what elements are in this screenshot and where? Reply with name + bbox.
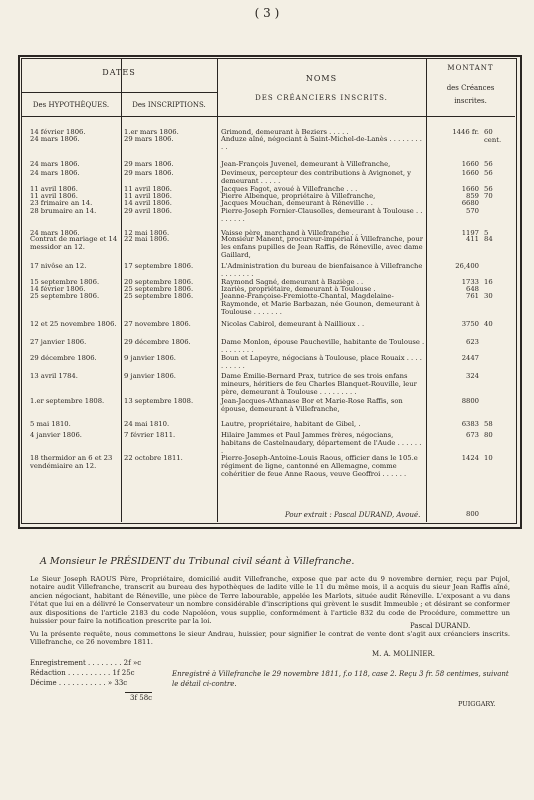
inscription-date: 29 décembre 1806. xyxy=(124,338,191,346)
creditor-name: Jacques Fagot, avoué à Villefranche . . . xyxy=(221,185,358,193)
column-divider xyxy=(217,58,218,522)
creditor-name: Vaisse père, marchand à Villefranche . . . xyxy=(221,229,363,237)
inscription-date: 29 mars 1806. xyxy=(124,160,174,168)
inscription-date: 25 septembre 1806. xyxy=(124,292,194,300)
creditor-name: Izariès, propriétaire, demeurant à Toulouse . xyxy=(221,285,376,293)
creditor-name: Raymond Sagné, demeurant à Baziège . . xyxy=(221,278,364,286)
amount-francs: 324 xyxy=(466,372,479,380)
page-number: ( 3 ) xyxy=(254,6,280,20)
creditor-name: L'Administration du bureau de bienfaisance à Villefranche . . . . . . . . xyxy=(221,262,423,278)
amount-cents: 56 xyxy=(484,160,493,168)
column-divider xyxy=(426,58,427,522)
creditor-name: Jean-François Juvenel, demeurant à Villefranche, xyxy=(221,160,391,168)
creditor-name: Dame Monlon, épouse Paucheville, habitante de Toulouse . . . . . . . . . xyxy=(221,338,425,354)
order-paragraph: Vu la présente requête, nous commettons le sieur Andrau, huissier, pour signifier le contrat de vente dont s'agit aux créanciers inscrits. Villefranche, ce 26 novembre 1811. xyxy=(30,630,510,647)
petition-signature: Pascal DURAND. xyxy=(410,622,471,630)
inscription-date: 29 mars 1806. xyxy=(124,135,174,143)
amount-cents: 56 xyxy=(484,169,493,177)
amount-cents: 80 xyxy=(484,431,493,439)
amount-francs: 6383 xyxy=(461,420,479,428)
inscription-date: 11 avril 1806. xyxy=(124,192,172,200)
inscription-date: 7 février 1811. xyxy=(124,431,176,439)
inscription-date: 9 janvier 1806. xyxy=(124,354,176,362)
creditor-name: Pierre-Joseph Fornier-Clausolles, demeurant à Toulouse . . . . . . . . xyxy=(221,207,423,223)
amount-cents: 30 xyxy=(484,292,493,300)
inscription-date: 29 avril 1806. xyxy=(124,207,172,215)
hypotheque-date: 23 frimaire an 14. xyxy=(30,199,93,207)
creditor-name: Jean-Jacques-Athanase Bor et Marie-Rose Raffis, son épouse, demeurant à Villefranche, xyxy=(221,397,403,413)
montant-subheader-2: inscrites. xyxy=(454,97,487,105)
fee-line: Décime . . . . . . . . . . . » 33c xyxy=(30,679,128,687)
amount-cents: 10 xyxy=(484,454,493,462)
hypotheque-date: 18 thermidor an 6 et 23 vendémiaire an 12. xyxy=(30,454,113,470)
hypotheque-date: 14 février 1806. xyxy=(30,285,86,293)
inscriptions-header: Des INSCRIPTIONS. xyxy=(132,101,206,109)
header-bottom-line xyxy=(21,116,515,117)
amount-francs: 623 xyxy=(466,338,479,346)
amount-francs: 800 xyxy=(466,510,479,518)
registration-note: Enregistré à Villefranche le 29 novembre 1811, f.o 118, case 2. Reçu 3 fr. 58 centimes, suivant le détail ci-contre. xyxy=(172,670,509,688)
petition-body: Le Sieur Joseph RAOUS Père, Propriétaire, domicilié audit Villefranche, expose que par acte du 9 novembre dernier, reçu par Pujol, notaire audit Villefranche, transcrit au bureau des hypothèques de ladite ville le 11 du même mois, il a acquis du sieur Jean Raffis aîné, ancien négociant, habitant de Réneville, une pièce de Terre labourable, appelée les Marlots, située audit Réneville. L'exposant a vu dans l'état que lui en a délivré le Conservateur un nombre considérable d'inscriptions qui grèvent le susdit Immeuble ; et désirant se conformer aux dispositions de l'article 2183 du code Napoléon, vous supplie, conformément à l'article 832 du code de Procédure, commettre un huissier pour faire la notification prescrite par la loi. xyxy=(30,575,510,626)
dates-header: DATES xyxy=(102,68,136,77)
montant-header: MONTANT xyxy=(447,64,494,72)
amount-cents: 40 xyxy=(484,320,493,328)
dates-subheader-line xyxy=(21,92,217,93)
fee-line: Rédaction . . . . . . . . . . 1f 25c xyxy=(30,669,135,677)
amount-francs: 1660 xyxy=(461,160,479,168)
hypotheque-date: 24 mars 1806. xyxy=(30,169,80,177)
hypotheque-date: 29 décembre 1806. xyxy=(30,354,97,362)
amount-francs: 26,400 xyxy=(455,262,479,270)
hypotheque-date: 11 avril 1806. xyxy=(30,192,78,200)
amount-francs: 1660 xyxy=(461,185,479,193)
amount-francs: 673 xyxy=(466,431,479,439)
amount-cents: 60 cent. xyxy=(484,128,502,144)
creditor-name: Grimond, demeurant à Beziers . . . . . xyxy=(221,128,349,136)
inscription-date: 22 mai 1806. xyxy=(124,235,170,243)
hypotheque-date: 27 janvier 1806. xyxy=(30,338,87,346)
amount-francs: 2447 xyxy=(461,354,479,362)
inscription-date: 9 janvier 1806. xyxy=(124,372,176,380)
inscription-date: 13 septembre 1808. xyxy=(124,397,194,405)
hypotheque-date: Contrat de mariage et 14 messidor an 12. xyxy=(30,235,118,251)
montant-subheader-1: des Créances xyxy=(446,84,495,92)
hypotheque-date: 15 septembre 1806. xyxy=(30,278,100,286)
amount-francs: 859 xyxy=(466,192,479,200)
creditor-name: Anduze aîné, négociant à Saint-Michel-de-Lanès . . . . . . . . . . xyxy=(221,135,422,151)
petition-heading: A Monsieur le PRÉSIDENT du Tribunal civil séant à Villefranche. xyxy=(40,556,355,567)
inscription-date: 25 septembre 1806. xyxy=(124,285,194,293)
creditor-name: Nicolas Cabirol, demeurant à Naillioux . . xyxy=(221,320,365,328)
inscription-date: 27 novembre 1806. xyxy=(124,320,191,328)
hypotheque-date: 24 mars 1806. xyxy=(30,135,80,143)
amount-cents: 16 xyxy=(484,278,493,286)
amount-francs: 1197 xyxy=(461,229,479,237)
amount-francs: 761 xyxy=(466,292,479,300)
creditor-name: Hilaire Jammes et Paul Jammes frères, négocians, habitans de Castelnaudary, département de l'Aude . . . . . . . xyxy=(221,431,422,455)
inscription-date: 22 octobre 1811. xyxy=(124,454,183,462)
hypotheques-header: Des HYPOTHÈQUES. xyxy=(32,101,110,109)
amount-francs: 1424 xyxy=(461,454,479,462)
amount-francs: 6680 xyxy=(461,199,479,207)
creditor-name: Pierre Albenque, propriétaire à Villefranche, xyxy=(221,192,376,200)
creditor-name: Jacques Mouchan, demeurant à Réneville . . xyxy=(221,199,373,207)
inscription-date: 1.er mars 1806. xyxy=(124,128,179,136)
hypotheque-date: 12 et 25 novembre 1806. xyxy=(30,320,117,328)
inscription-date: 24 mai 1810. xyxy=(124,420,170,428)
noms-header: NOMS xyxy=(305,74,338,83)
amount-francs: 570 xyxy=(466,207,479,215)
inscription-date: 11 avril 1806. xyxy=(124,185,172,193)
noms-subheader: DES CRÉANCIERS INSCRITS. xyxy=(255,94,388,102)
inscription-date: 12 mai 1806. xyxy=(124,229,170,237)
amount-cents: 70 xyxy=(484,192,493,200)
creditor-name: Boun et Lapeyre, négocians à Toulouse, place Rouaix . . . . . . . . . . xyxy=(221,354,422,370)
amount-cents: 56 xyxy=(484,185,493,193)
inscription-date: 29 mars 1806. xyxy=(124,169,174,177)
column-divider xyxy=(121,58,122,522)
inscription-date: 20 septembre 1806. xyxy=(124,278,194,286)
registrar-signature: PUIGGARY. xyxy=(458,700,496,708)
hypotheque-date: 17 nivôse an 12. xyxy=(30,262,87,270)
amount-francs: 411 xyxy=(466,235,479,243)
amount-cents: 5 xyxy=(484,229,489,237)
hypotheque-date: 11 avril 1806. xyxy=(30,185,78,193)
extract-signature: Pour extrait : Pascal DURAND, Avoué. xyxy=(285,511,421,519)
fees-list xyxy=(30,658,152,703)
amount-cents: 84 xyxy=(484,235,493,243)
amount-cents: 58 xyxy=(484,420,493,428)
creditor-name: Dame Émilie-Bernard Prax, tutrice de ses trois enfans mineurs, héritiers de feu Charles Blanquet-Rouville, leur père, demeurant à Toulouse . . . . . . . . . xyxy=(221,372,417,396)
amount-francs: 1660 xyxy=(461,169,479,177)
hypotheque-date: 4 janvier 1806. xyxy=(30,431,82,439)
inscription-date: 17 septembre 1806. xyxy=(124,262,194,270)
hypotheque-date: 28 brumaire an 14. xyxy=(30,207,97,215)
hypotheque-date: 13 avril 1784. xyxy=(30,372,78,380)
fee-line: Enregistrement . . . . . . . . 2f »c xyxy=(30,659,142,667)
fee-total: 3f 58c xyxy=(125,692,152,703)
creditor-name: Lautre, propriétaire, habitant de Gibel, . xyxy=(221,420,361,428)
hypotheque-date: 25 septembre 1806. xyxy=(30,292,100,300)
hypotheque-date: 1.er septembre 1808. xyxy=(30,397,105,405)
hypotheque-date: 5 mai 1810. xyxy=(30,420,71,428)
creditor-name: Monsieur Manent, procureur-impérial à Villefranche, pour les enfans pupilles de Jean Raffis, de Réneville, avec dame Gaillard, xyxy=(221,235,423,259)
amount-francs: 1446 fr. xyxy=(452,128,479,136)
creditor-name: Pierre-Joseph-Antoine-Louis Raous, officier dans le 105.e régiment de ligne, cantonné en Allemagne, comme cohéritier de feue Anne Raous, veuve Geoffroi . . . . . . xyxy=(221,454,418,478)
hypotheque-date: 24 mars 1806. xyxy=(30,160,80,168)
creditor-name: Devimeux, percepteur des contributions à Avignonet, y demeurant . . . . . xyxy=(221,169,412,185)
amount-francs: 648 xyxy=(466,285,479,293)
hypotheque-date: 14 février 1806. xyxy=(30,128,86,136)
amount-francs: 8800 xyxy=(461,397,479,405)
judge-signature: M. A. MOLINIER. xyxy=(372,650,435,658)
amount-francs: 1733 xyxy=(461,278,479,286)
creditor-name: Jeanne-Françoise-Fremiotte-Chantal, Magdelaine-Raymonde, et Marie Barbazan, née Gounon, demeurant à Toulouse . . . . . . . xyxy=(221,292,420,316)
amount-francs: 3750 xyxy=(461,320,479,328)
hypotheque-date: 24 mars 1806. xyxy=(30,229,80,237)
inscription-date: 14 avril 1806. xyxy=(124,199,172,207)
